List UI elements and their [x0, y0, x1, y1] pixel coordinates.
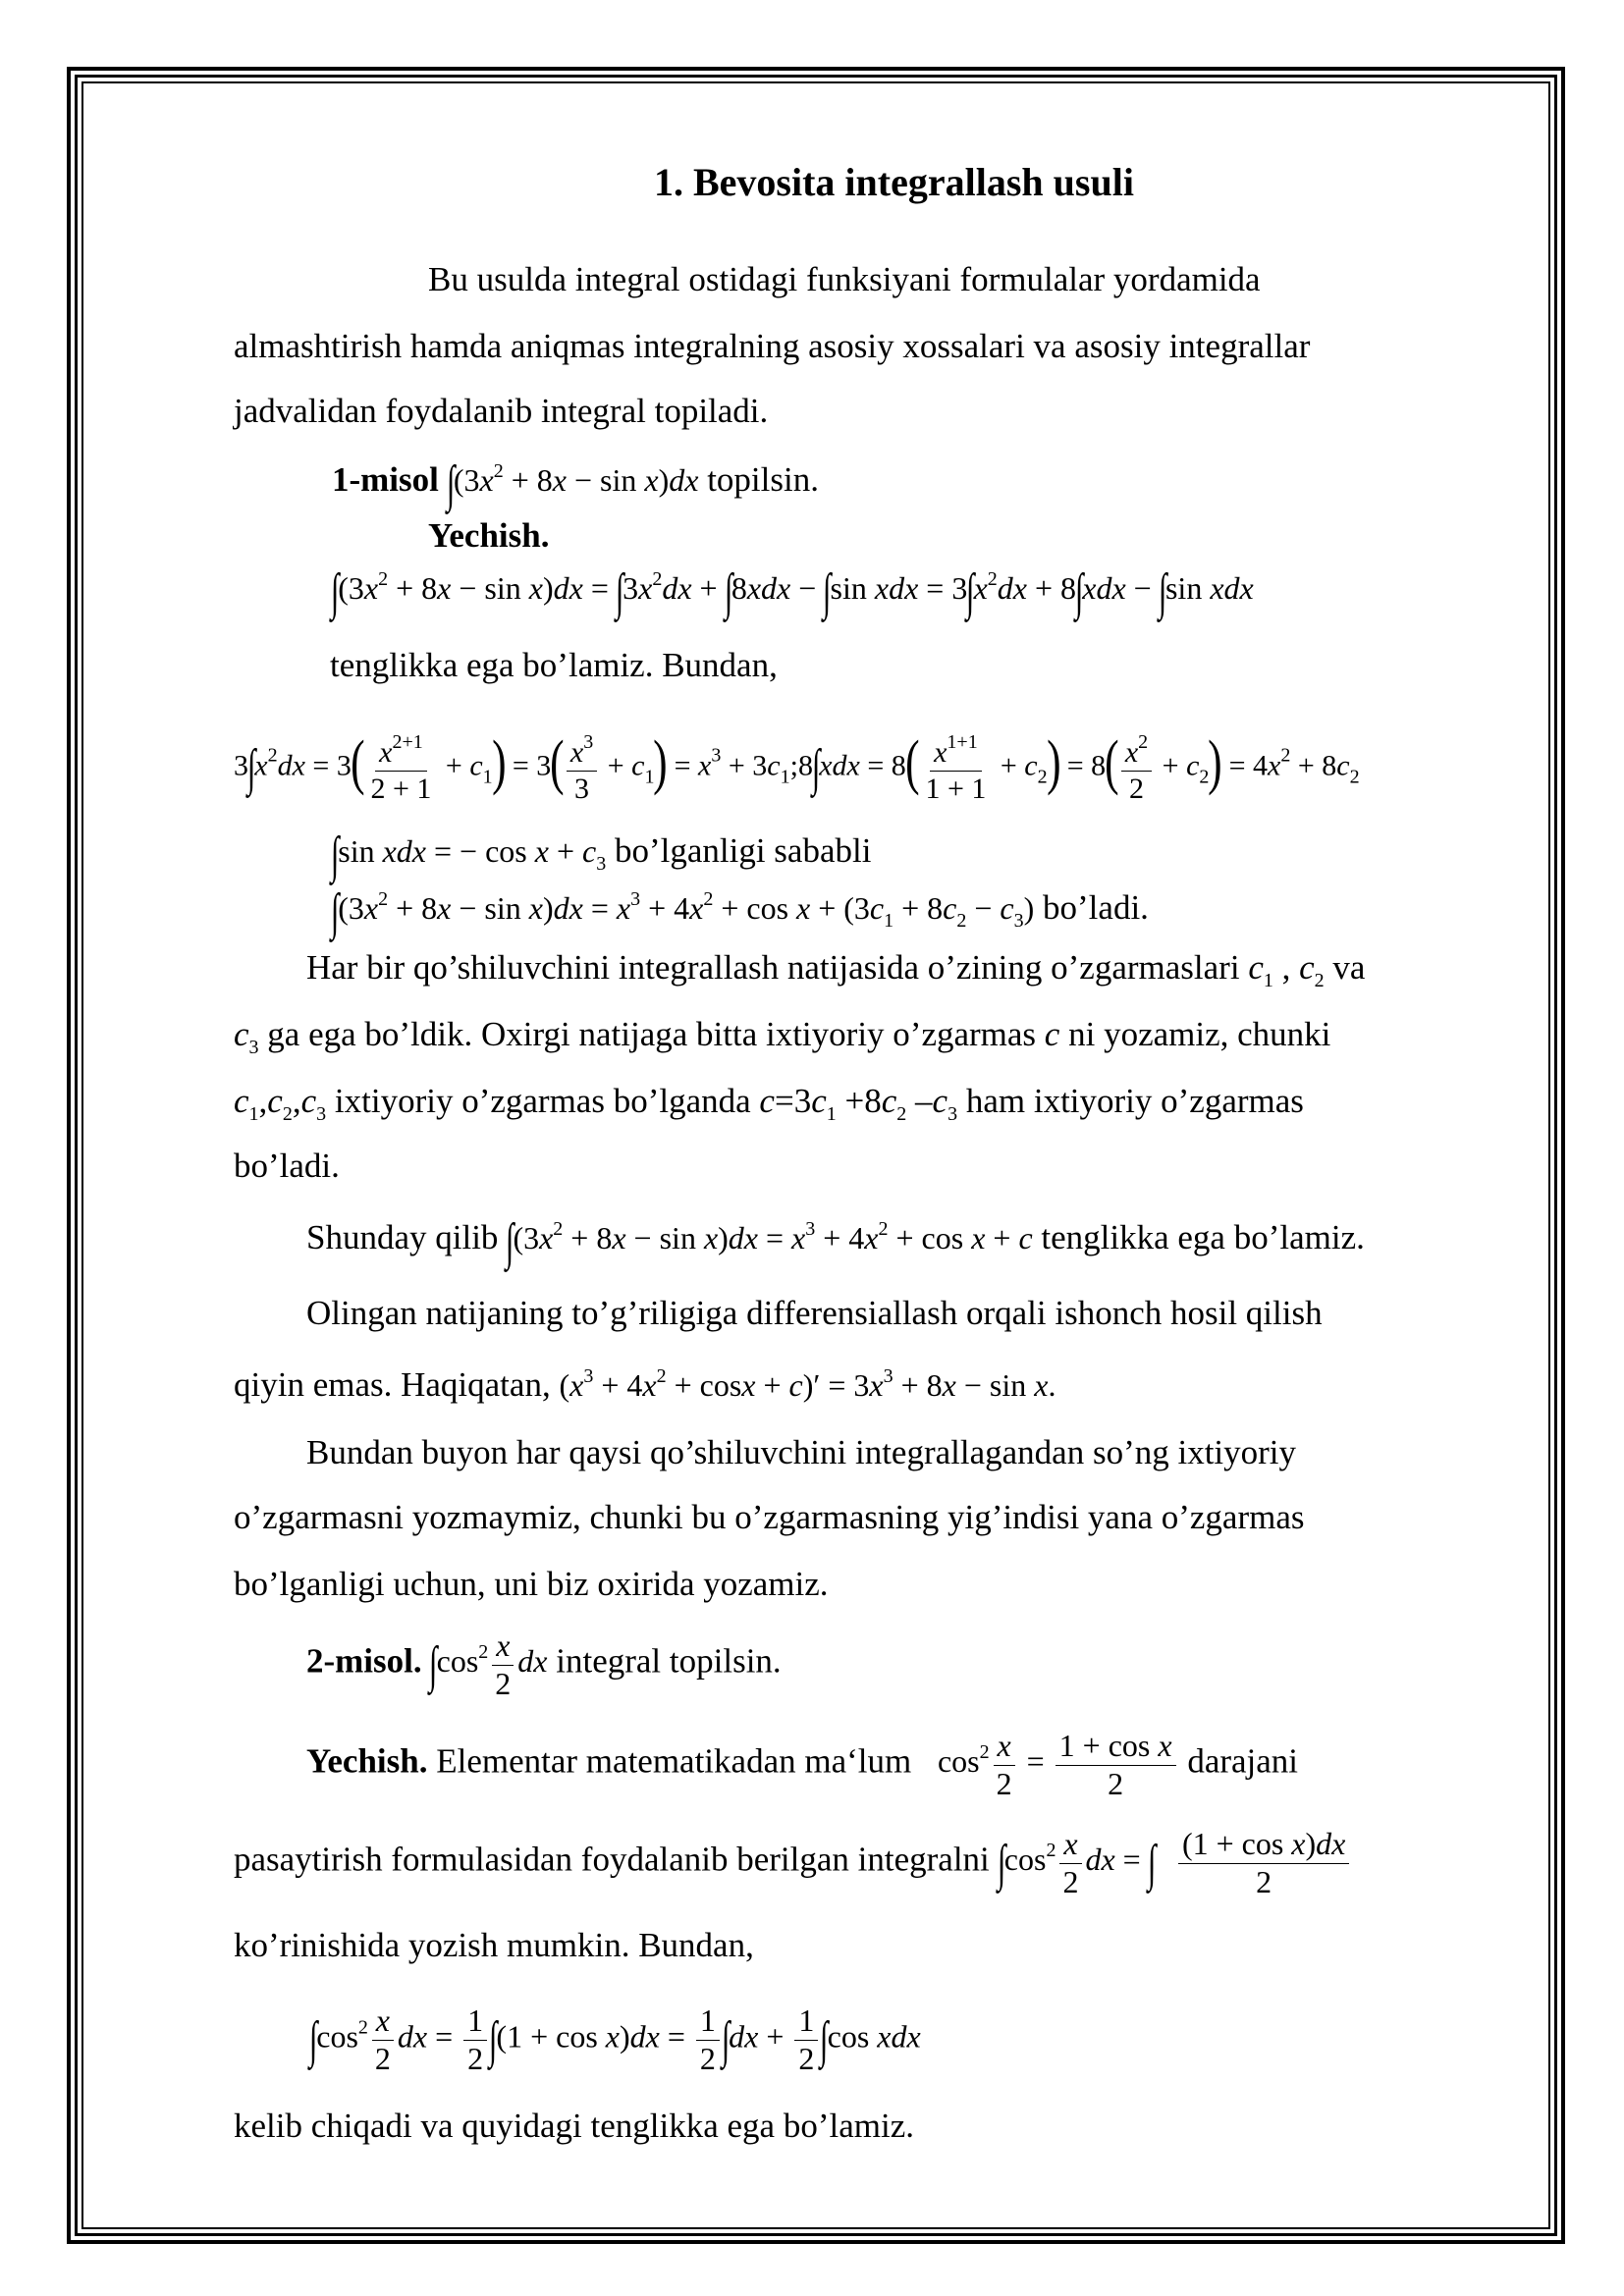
- example-1-integral: $\int(3x^2 + 8x - \sin x)dx$: [446, 456, 699, 512]
- example-1-sin-line: ∫sin xdx = − $\cos x + c_3$ bo’lganligi sababli: [330, 828, 872, 883]
- example-1-text-1: tenglikka ega bo’lamiz. Bundan,: [330, 646, 778, 684]
- check-line-2: qiyin emas. Haqiqatan, $(x^3 + 4x^2 + \cos x + c)' = 3x^3 + 8x - \sin x$.: [234, 1365, 1056, 1404]
- paragraph-constants-line-4: bo’ladi.: [234, 1147, 340, 1185]
- example-2-line-3: ko’rinishida yozish mumkin. Bundan,: [234, 1926, 754, 1964]
- final-result-line: Shunday qilib $\int(3x^2 + 8x - \sin x)dx = x^3 + 4x^2 + \cos x + c$ tenglikka ega bo’lamiz.: [306, 1214, 1365, 1270]
- intro-line-1: Bu usulda integral ostidagi funksiyani formulalar yordamida: [428, 260, 1261, 298]
- check-line-1: Olingan natijaning to’g’riligiga differensiallash orqali ishonch hosil qilish: [306, 1294, 1323, 1332]
- equation-integral-split: $\int(3x^2 + 8x - \sin x)dx = \int 3x^2dx + \int 8xdx - \int\sin$ xdx = $3\int x^2dx + 8\int xdx - \int\sin$ xdx: [330, 564, 1254, 620]
- example-2-solution-line: Yechish. Elementar matematikadan ma‘lum $\cos^2$ $\frac{x}{2}$ = $\frac{\text{1 + cos x}}{2}$ darajani: [306, 1728, 1299, 1801]
- after-line-3: bo’lganligi uchun, uni biz oxirida yozamiz.: [234, 1565, 829, 1603]
- example-2-last-line: kelib chiqadi va quyidagi tenglikka ega bo’lamiz.: [234, 2107, 914, 2145]
- intro-line-2: almashtirish hamda aniqmas integralning asosiy xossalari va asosiy integrallar: [234, 327, 1311, 365]
- example-2-line-2: pasaytirish formulasidan foydalanib berilgan integralni $\int\cos^2$ $\frac{x}{2}$ dx = ∫ $\frac{\text{(1 + cos x)dx}}{2}$: [234, 1828, 1352, 1898]
- example-1-suffix: topilsin.: [707, 460, 819, 499]
- example-1-solution-label: Yechish.: [428, 516, 550, 555]
- example-1-statement: [332, 456, 819, 512]
- intro-line-3: jadvalidan foydalanib integral topiladi.: [234, 392, 769, 430]
- paragraph-constants-line-1: Har bir qo’shiluvchini integrallash natijasida o’zining o’zgarmaslari $c_1$ , $c_2$ va: [306, 948, 1366, 991]
- example-1-result-line: $\int(3x^2 + 8x - \sin x)dx = x^3 + 4x^2 + \cos x + (3c_1 + 8c_2 - c_3)$ bo’ladi.: [330, 884, 1149, 940]
- example-2-statement: 2-misol. $\int\cos^2$ $\frac{x}{2}$ dx integral topilsin.: [306, 1628, 782, 1701]
- paragraph-constants-line-3: $c_1,c_2,c_3$ ixtiyoriy o’zgarmas bo’lganda $c=3c_1 +8c_2$ $-c_3$ ham ixtiyoriy o’zgarmas: [234, 1082, 1304, 1125]
- section-title: 1. Bevosita integrallash usuli: [654, 160, 1134, 204]
- paragraph-constants-line-2: $c_3$ ga ega bo’ldik. Oxirgi natijaga bitta ixtiyoriy o’zgarmas c ni yozamiz, chunki: [234, 1015, 1331, 1058]
- after-line-1: Bundan buyon har qaysi qo’shiluvchini integrallagandan so’ng ixtiyoriy: [306, 1433, 1297, 1471]
- equation-power-integrals: $3\int x^2dx = 3$( $\frac{x^{2+1}}{2 + 1}$ + $c_1) = 3$( $\frac{x^3}{3}$ + $c_1) = x^3$ + $3c_1;8\int xdx = 8$( $\frac{x^{1+1}}{1 + 1}$ + $c_2) = 8$( $\frac{x^2}{2}$ + $c_2) = 4x^2 + 8c_2$: [234, 729, 1360, 805]
- after-line-2: o’zgarmasni yozmaymiz, chunki bu o’zgarmasning yig’indisi yana o’zgarmas: [234, 1498, 1305, 1536]
- equation-cos-squared: $\int\cos^2$ $\frac{x}{2}$ dx = $\frac{1}{2}$ ∫(1 + cos x)dx = $\frac{1}{2}$ ∫dx + $\frac{1}{2}$ ∫cos xdx: [308, 2002, 921, 2076]
- example-1-label: 1-misol: [332, 460, 439, 499]
